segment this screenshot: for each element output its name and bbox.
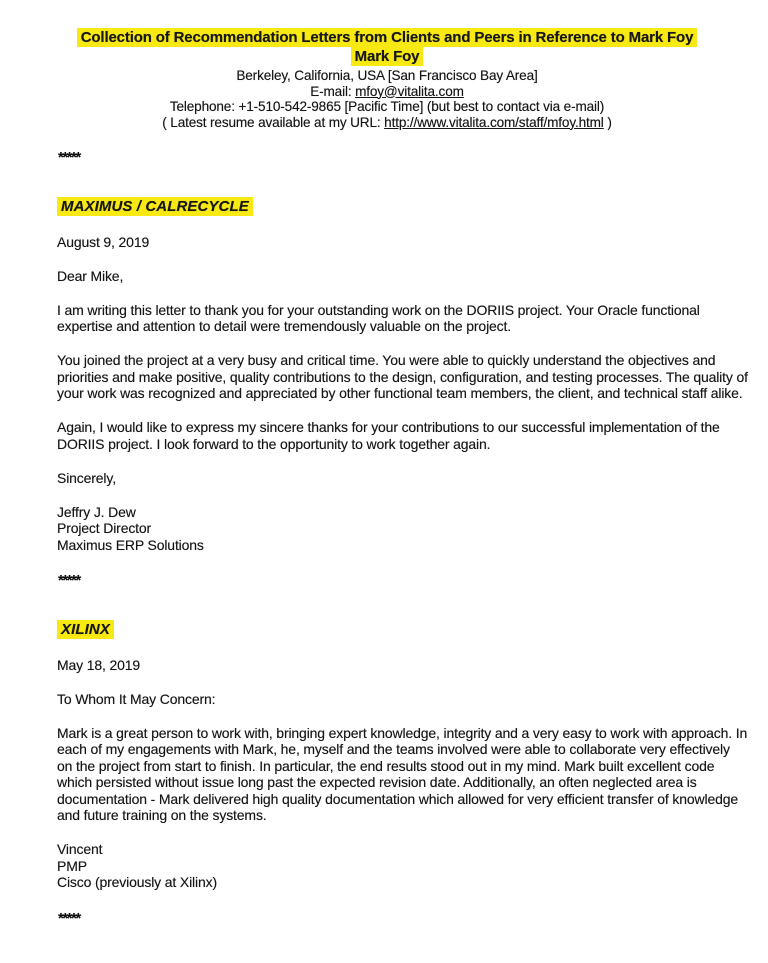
signature-name: Vincent xyxy=(57,841,103,858)
doc-title xyxy=(57,28,717,47)
author-name-highlight: Mark Foy xyxy=(351,47,424,66)
letter-paragraph: Again, I would like to express my sincere thanks for your contributions to our successful implementation of the DORIIS project. I look forward to the opportunity to work together again. xyxy=(57,419,720,452)
author-location: Berkeley, California, USA [San Francisco Bay Area] xyxy=(236,68,538,83)
email-link[interactable]: mfoy@vitalita.com xyxy=(355,83,464,99)
section-separator: ***** xyxy=(58,572,80,590)
author-name xyxy=(57,48,717,66)
letter-paragraph: Mark is a great person to work with, bringing expert knowledge, integrity and a very easy to work with approach. In each of my engagements with Mark, he, myself and the teams involved were able to collaborate very effectively on the project from start to finish. In particular, the end results stood out in my mind. Mark built excellent code which persisted without issue long past the expected revision date. Additionally, an often neglected area is documentation - Mark delivered high quality documentation which allowed for very efficient transfer of knowledge and future training on the systems. xyxy=(57,724,748,824)
telephone-line: Telephone: +1-510-542-9865 [Pacific Time] (but best to contact via e-mail) xyxy=(169,99,605,115)
doc-header xyxy=(57,28,717,130)
section-separator: ***** xyxy=(58,909,80,927)
resume-url-link[interactable]: http://www.vitalita.com/staff/mfoy.html xyxy=(384,114,604,130)
company-heading xyxy=(57,621,748,639)
letter-greeting: To Whom It May Concern: xyxy=(57,690,216,707)
section-separator: ***** xyxy=(58,149,80,167)
signature-block xyxy=(57,504,748,554)
letter-closing: Sincerely, xyxy=(57,469,116,486)
letter-date: May 18, 2019 xyxy=(57,656,141,673)
resume-line xyxy=(57,115,717,131)
signature-company: Cisco (previously at Xilinx) xyxy=(57,874,217,891)
letter-section-maximus xyxy=(57,198,748,553)
signature-title: Project Director xyxy=(57,520,152,537)
resume-prefix: ( Latest resume available at my URL: xyxy=(162,114,385,130)
letter-date: August 9, 2019 xyxy=(57,233,150,250)
signature-company: Maximus ERP Solutions xyxy=(57,536,204,553)
letter-paragraph: I am writing this letter to thank you for your outstanding work on the DORIIS project. Your Oracle functional expertise and attention to detail were tremendously valuable on the project. xyxy=(57,301,700,335)
doc-title-highlight: Collection of Recommendation Letters from Clients and Peers in Reference to Mark Foy xyxy=(77,28,698,47)
document-content xyxy=(57,28,748,926)
company-heading-highlight: MAXIMUS / CALRECYCLE xyxy=(57,197,253,216)
letter-paragraph: You joined the project at a very busy and critical time. You were able to quickly understand the objectives and priorities and make positive, quality contributions to the design, configuration, and testing processes. The quality of your work was recognized and appreciated by other functional team members, the client, and technical staff alike. xyxy=(57,352,748,402)
resume-suffix: ) xyxy=(603,114,612,130)
letter-section-xilinx xyxy=(57,621,748,891)
company-heading xyxy=(57,198,748,216)
signature-name: Jeffry J. Dew xyxy=(57,503,136,520)
signature-title: PMP xyxy=(57,857,87,874)
email-label: E-mail: xyxy=(310,83,356,99)
email-line xyxy=(57,84,717,100)
letter-greeting: Dear Mike, xyxy=(57,267,124,284)
company-heading-highlight: XILINX xyxy=(57,620,114,639)
signature-block xyxy=(57,841,748,891)
